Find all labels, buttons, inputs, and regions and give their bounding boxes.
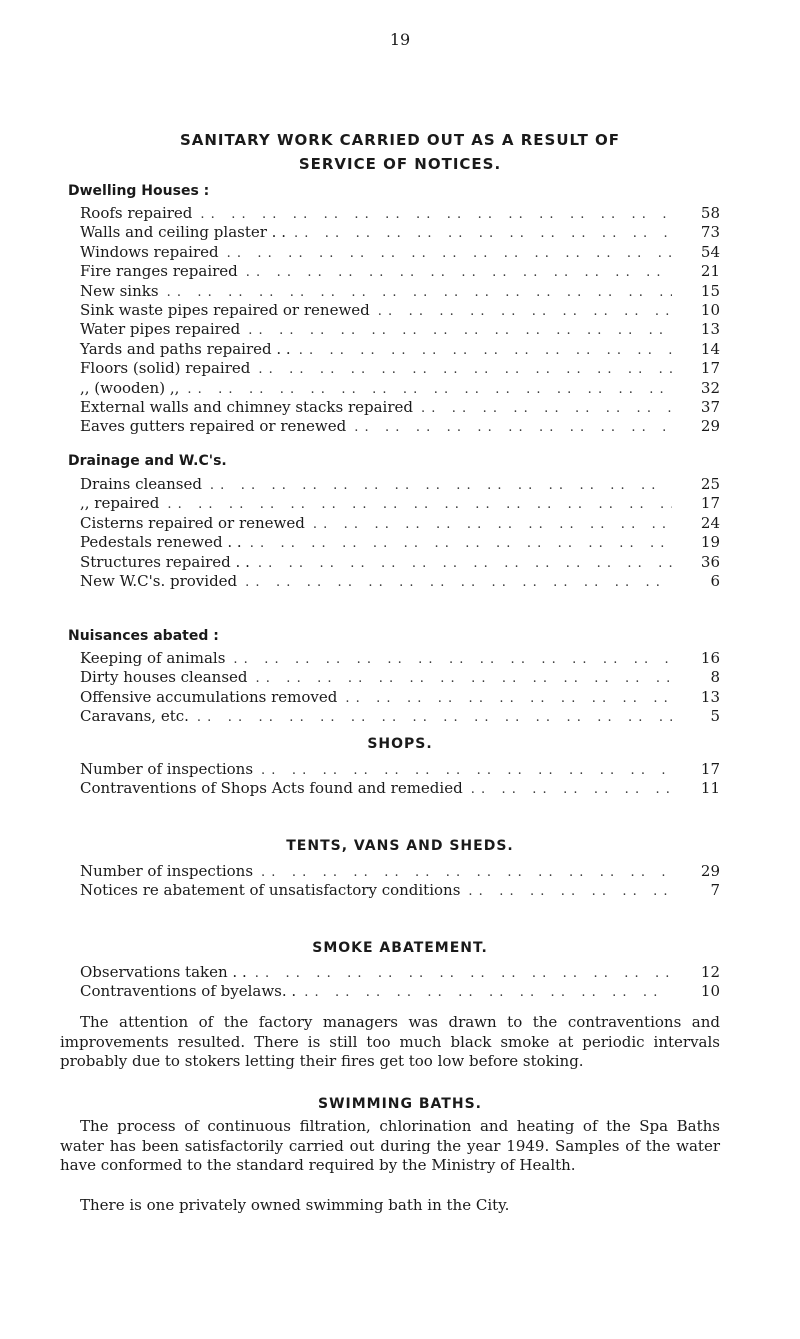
list-item xyxy=(80,301,720,320)
dot-leader xyxy=(256,669,672,688)
dot-leader xyxy=(187,380,672,399)
dot-leader xyxy=(167,283,672,302)
dot-leader xyxy=(471,780,672,799)
list-item xyxy=(80,668,720,687)
drainage-list xyxy=(80,475,720,591)
dot-leader xyxy=(313,515,672,534)
item-label: Walls and ceiling plaster . . xyxy=(80,223,286,242)
dot-leader xyxy=(197,708,672,727)
dot-leader xyxy=(200,205,672,224)
smoke-paragraph: The attention of the factory managers was drawn to the contraventions and improvements resulted. There is still too much black smoke at periodic intervals probably due to stokers letting their fires get too low before stoking. xyxy=(60,1013,720,1070)
list-item xyxy=(80,417,720,436)
list-item xyxy=(80,572,720,591)
dot-leader xyxy=(354,418,672,437)
dot-leader xyxy=(167,495,672,514)
swimming-heading: SWIMMING BATHS. xyxy=(318,1096,482,1112)
title-line-1: SANITARY WORK CARRIED OUT AS A RESULT OF xyxy=(179,131,621,149)
list-item xyxy=(80,982,720,1001)
list-item xyxy=(80,320,720,339)
page-number: 19 xyxy=(389,30,411,49)
dot-leader xyxy=(248,321,672,340)
list-item xyxy=(80,494,720,513)
item-value: 11 xyxy=(700,779,720,798)
item-label: Floors (solid) repaired xyxy=(80,359,251,378)
item-value: 19 xyxy=(700,533,720,552)
item-label: Structures repaired . . xyxy=(80,552,250,571)
list-item xyxy=(80,881,720,900)
item-value: 21 xyxy=(700,262,720,281)
shops-list xyxy=(80,760,720,799)
dot-leader xyxy=(421,399,672,418)
dot-leader xyxy=(294,224,672,243)
item-value: 37 xyxy=(700,397,720,416)
item-label: Number of inspections xyxy=(80,862,254,880)
item-value: 10 xyxy=(700,982,720,1001)
list-item xyxy=(80,398,720,417)
dot-leader xyxy=(378,302,672,321)
item-label: Yards and paths repaired . . xyxy=(80,339,291,358)
list-item xyxy=(80,475,720,494)
item-label: Windows repaired xyxy=(80,242,219,261)
item-label: New W.C's. provided xyxy=(80,571,238,590)
smoke-list xyxy=(80,963,720,1002)
item-value: 17 xyxy=(700,760,720,778)
dot-leader xyxy=(261,761,672,780)
item-value: 24 xyxy=(700,513,720,532)
page-title xyxy=(0,128,800,176)
list-item xyxy=(80,760,720,779)
item-value: 29 xyxy=(700,862,720,880)
item-label: Water pipes repaired xyxy=(80,320,241,339)
dot-leader xyxy=(468,882,672,901)
list-item xyxy=(80,553,720,572)
list-item xyxy=(80,340,720,359)
dot-leader xyxy=(210,476,672,495)
item-value: 5 xyxy=(710,707,720,726)
item-value: 13 xyxy=(700,687,720,706)
item-label: Drains cleansed xyxy=(80,475,202,493)
item-value: 54 xyxy=(700,242,720,261)
dot-leader xyxy=(246,263,672,282)
list-item xyxy=(80,262,720,281)
item-label: New sinks xyxy=(80,281,159,300)
list-item xyxy=(80,282,720,301)
list-item xyxy=(80,862,720,881)
list-item xyxy=(80,243,720,262)
tents-heading: TENTS, VANS AND SHEDS. xyxy=(286,838,514,854)
swimming-paragraph-2: There is one privately owned swimming bath in the City. xyxy=(80,1196,510,1214)
item-label: Number of inspections xyxy=(80,760,254,778)
shops-heading: SHOPS. xyxy=(367,736,433,752)
dot-leader xyxy=(233,650,672,669)
item-value: 16 xyxy=(700,649,720,667)
item-value: 58 xyxy=(700,204,720,222)
item-value: 13 xyxy=(700,320,720,339)
item-label: Observations taken . . xyxy=(80,963,247,981)
dwelling-houses-list xyxy=(80,204,720,437)
list-item xyxy=(80,204,720,223)
item-value: 36 xyxy=(700,552,720,571)
dot-leader xyxy=(261,863,672,882)
item-label: Contraventions of Shops Acts found and remedied xyxy=(80,779,463,798)
dot-leader xyxy=(245,573,672,592)
list-item xyxy=(80,514,720,533)
dot-leader xyxy=(227,244,672,263)
list-item xyxy=(80,359,720,378)
dot-leader xyxy=(258,554,672,573)
drainage-heading: Drainage and W.C's. xyxy=(68,453,227,469)
list-item xyxy=(80,223,720,242)
item-value: 17 xyxy=(700,359,720,378)
swimming-paragraph-1: The process of continuous filtration, chlorination and heating of the Spa Baths water has been satisfactorily carried out during the year 1949. Samples of the water have conformed to the standard required by the Ministry of Health. xyxy=(60,1117,720,1174)
list-item xyxy=(80,649,720,668)
item-label: ,, (wooden) ,, xyxy=(80,378,180,397)
item-label: Roofs repaired xyxy=(80,204,193,222)
item-label: Dirty houses cleansed xyxy=(80,668,248,687)
item-value: 32 xyxy=(700,378,720,397)
item-label: Contraventions of byelaws. . xyxy=(80,982,297,1001)
dot-leader xyxy=(304,983,672,1002)
tents-list xyxy=(80,862,720,901)
dot-leader xyxy=(345,689,672,708)
item-label: Keeping of animals xyxy=(80,649,226,667)
nuisances-list xyxy=(80,649,720,727)
dot-leader xyxy=(255,964,672,983)
item-value: 14 xyxy=(700,339,720,358)
item-value: 12 xyxy=(700,963,720,981)
item-label: Offensive accumulations removed xyxy=(80,687,338,706)
title-line-2: SERVICE OF NOTICES. xyxy=(298,155,502,173)
item-label: ,, repaired xyxy=(80,494,160,513)
item-label: Eaves gutters repaired or renewed xyxy=(80,417,347,436)
item-value: 29 xyxy=(700,417,720,436)
item-value: 8 xyxy=(710,668,720,687)
item-value: 15 xyxy=(700,281,720,300)
item-label: Pedestals renewed . . xyxy=(80,533,242,552)
item-value: 6 xyxy=(710,571,720,590)
list-item xyxy=(80,688,720,707)
item-label: Sink waste pipes repaired or renewed xyxy=(80,300,370,319)
item-label: Notices re abatement of unsatisfactory conditions xyxy=(80,881,461,900)
item-value: 73 xyxy=(700,223,720,242)
nuisances-heading: Nuisances abated : xyxy=(68,628,219,644)
list-item xyxy=(80,779,720,798)
item-label: Fire ranges repaired xyxy=(80,262,238,281)
smoke-heading: SMOKE ABATEMENT. xyxy=(312,940,488,956)
item-label: Cisterns repaired or renewed xyxy=(80,513,305,532)
list-item xyxy=(80,379,720,398)
list-item xyxy=(80,533,720,552)
list-item xyxy=(80,707,720,726)
dot-leader xyxy=(250,534,672,553)
item-value: 17 xyxy=(700,494,720,513)
item-label: External walls and chimney stacks repaired xyxy=(80,397,413,416)
item-value: 25 xyxy=(700,475,720,493)
item-label: Caravans, etc. xyxy=(80,707,189,726)
dwelling-houses-heading: Dwelling Houses : xyxy=(68,183,210,199)
list-item xyxy=(80,963,720,982)
dot-leader xyxy=(299,341,672,360)
dot-leader xyxy=(258,360,672,379)
item-value: 10 xyxy=(700,300,720,319)
item-value: 7 xyxy=(710,881,720,900)
